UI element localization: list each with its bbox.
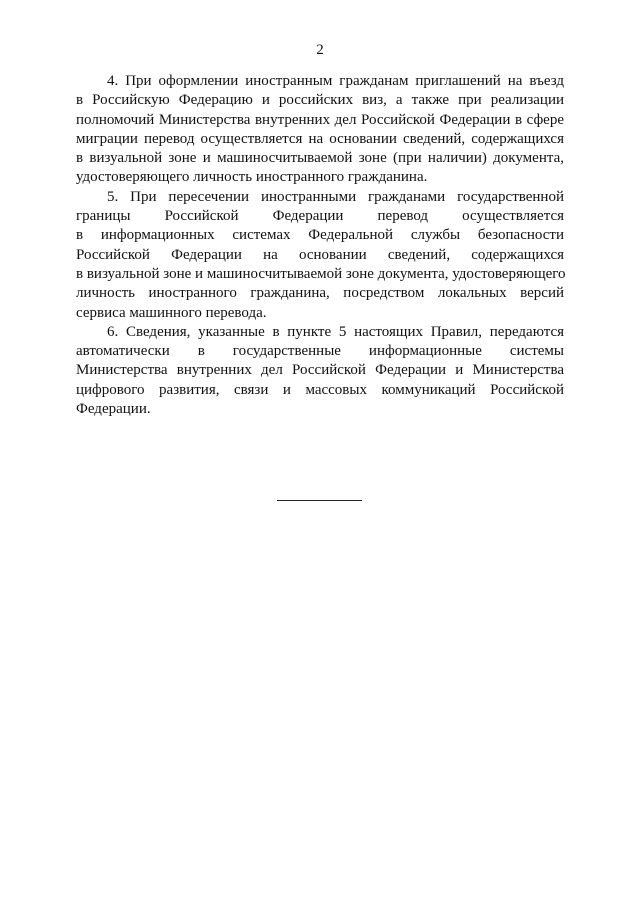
text-line: в Российскую Федерацию и российских виз, а также при реализации [76,92,564,109]
text-line: 4. При оформлении иностранным гражданам приглашений на въезд [107,73,564,89]
text-line: миграции перевод осуществляется на основании сведений, содержащихся [76,130,564,147]
text-line: личность иностранного гражданина, посредством локальных версий [76,285,564,302]
page-number: 2 [316,42,324,58]
text-line: сервиса машинного перевода. [76,304,267,321]
text-line: 5. При пересечении иностранными гражданами государственной [107,188,564,205]
text-line: в информационных системах Федеральной службы безопасности [76,227,564,244]
text-line: 6. Сведения, указанные в пункте 5 настоящих Правил, передаются [107,323,564,340]
paragraph-4 [76,72,564,188]
text-line: цифрового развития, связи и массовых коммуникаций Российской [76,381,564,398]
text-line: Министерства внутренних дел Российской Федерации и Министерства [76,362,564,379]
text-line: автоматически в государственные информационные системы [76,343,564,360]
text-line: Российской Федерации на основании сведений, содержащихся [76,246,564,263]
text-line: границы Российской Федерации перевод осуществляется [76,208,564,225]
text-line: в визуальной зоне и машиносчитываемой зоне документа, удостоверяющего [76,265,566,282]
text-line: полномочий Министерства внутренних дел Российской Федерации в сфере [76,111,564,128]
document-body [76,72,564,419]
text-line: Федерации. [76,401,151,418]
text-line: в визуальной зоне и машиносчитываемой зоне (при наличии) документа, [76,150,564,167]
paragraph-5 [76,188,564,323]
text-line: удостоверяющего личность иностранного гражданина. [76,169,428,186]
end-separator-line [277,500,362,501]
paragraph-6 [76,323,564,419]
